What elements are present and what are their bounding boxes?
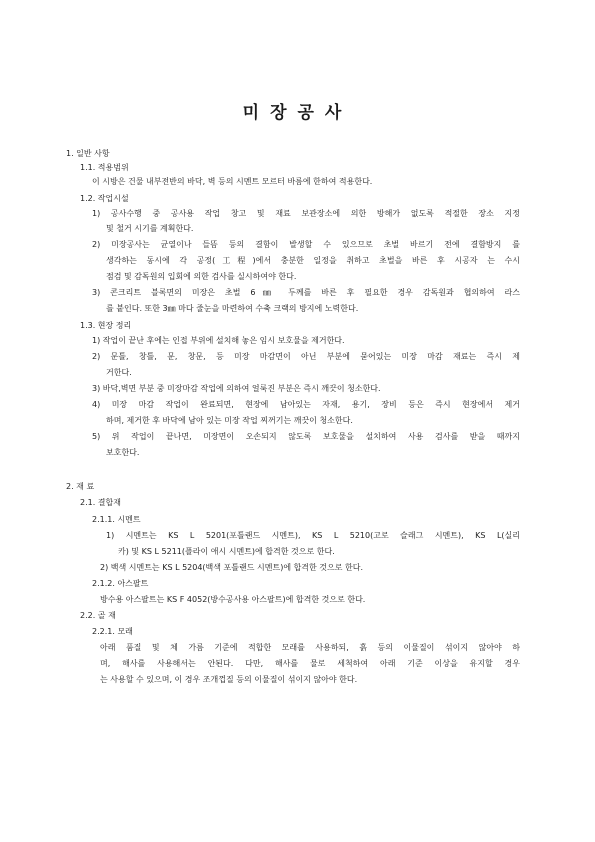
- subheading-sand: 2.2.1. 모래: [92, 627, 133, 636]
- sand-text-line-3: 는 사용할 수 있으며, 이 경우 조개껍질 등의 이물질이 섞이지 않아야 한다.: [100, 675, 358, 684]
- facilities-item-2-line-3: 점검 및 감독원의 입회에 의한 검사를 실시하여야 한다.: [106, 272, 297, 281]
- subheading-aggregate: 2.2. 골 재: [80, 611, 116, 620]
- facilities-item-3-line-2: 를 붙인다. 또한 3㎜ 마다 줄눈을 마련하여 수축 크랙의 방지에 노력한다.: [106, 304, 359, 313]
- facilities-item-2-line-2: 생각하는 동시에 각 공정(工程)에서 충분한 일정을 취하고 초벌을 바른 후 시공자 는 수시: [106, 256, 520, 265]
- cement-item-2: 2) 백색 시멘트는 KS L 5204(백색 포틀랜드 시멘트)에 합격한 것으로 한다.: [100, 563, 364, 572]
- document-title: 미장공사: [242, 103, 353, 123]
- facilities-item-2-line-1: 2) 미장공사는 균열이나 들뜸 등의 결함이 발생할 수 있으므로 초벌 바르기 전에 결함방지 를: [92, 240, 520, 249]
- heading-materials: 2. 재 료: [66, 482, 95, 491]
- asphalt-text: 방수용 아스팔트는 KS F 4052(방수공사용 아스팔트)에 합격한 것으로 한다.: [100, 595, 366, 604]
- scope-text: 이 시방은 건물 내부전반의 바닥, 벽 등의 시멘트 모르터 바름에 한하여 적용한다.: [92, 177, 373, 186]
- cleanup-item-3: 3) 바닥,벽면 부분 중 미장마감 작업에 의하여 얼룩진 부분은 즉시 깨끗이 청소한다.: [92, 384, 381, 393]
- facilities-item-3-line-1: 3) 콘크리트 블록면의 미장은 초벌 6㎜ 두께를 바른 후 필요한 경우 감독원과 협의하여 라스: [92, 288, 520, 297]
- cleanup-item-5-line-2: 보호한다.: [106, 448, 140, 457]
- cement-item-1-line-1: 1) 시멘트는 KS L 5201(포틀랜드 시멘트), KS L 5210(고로 슬래그 시멘트), KS L(실리: [106, 531, 520, 540]
- cleanup-item-5-line-1: 5) 위 작업이 끝나면, 미장면이 오손되지 않도록 보호물을 설치하여 사용 검사를 받을 때까지: [92, 432, 520, 441]
- sand-text-line-1: 아래 품질 및 체 가름 기준에 적합한 모래를 사용하되, 흙 등의 이물질이 섞이지 않아야 하: [100, 643, 520, 652]
- cleanup-item-2-line-1: 2) 문틀, 창틀, 문, 창문, 등 미장 마감면이 아닌 부분에 묻어있는 미장 마감 재료는 즉시 제: [92, 352, 520, 361]
- subheading-work-facilities: 1.2. 작업시설: [80, 194, 129, 203]
- heading-general: 1. 일반 사항: [66, 149, 110, 158]
- facilities-item-1-line-1: 1) 공사수행 중 공사용 작업 창고 및 재료 보관장소에 의한 방해가 없도록 적절한 장소 지정: [92, 209, 520, 218]
- subheading-binders: 2.1. 결합재: [80, 498, 121, 507]
- subheading-asphalt: 2.1.2. 아스팔트: [92, 579, 149, 588]
- cleanup-item-4-line-1: 4) 미장 마감 작업이 완료되면, 현장에 남아있는 자재, 용기, 장비 등은 즉시 현장에서 제거: [92, 400, 520, 409]
- cleanup-item-4-line-2: 하며, 제거한 후 바닥에 남아 있는 미장 작업 찌꺼기는 깨끗이 청소한다.: [106, 416, 353, 425]
- subheading-scope: 1.1. 적용범위: [80, 163, 129, 172]
- cleanup-item-2-line-2: 거한다.: [106, 368, 132, 377]
- subheading-site-cleanup: 1.3. 현장 정리: [80, 321, 132, 330]
- cleanup-item-1: 1) 작업이 끝난 후에는 인접 부위에 설치해 놓은 임시 보호물을 제거한다.: [92, 336, 345, 345]
- sand-text-line-2: 며, 해사를 사용해서는 안된다. 다만, 해사를 물로 세척하여 아래 기준 이상을 유지할 경우: [100, 659, 520, 668]
- cement-item-1-line-2: 카) 및 KS L 5211(플라이 애시 시멘트)에 합격한 것으로 한다.: [118, 547, 335, 556]
- subheading-cement: 2.1.1. 시멘트: [92, 515, 141, 524]
- facilities-item-1-line-2: 및 철거 시기를 계획한다.: [106, 224, 194, 233]
